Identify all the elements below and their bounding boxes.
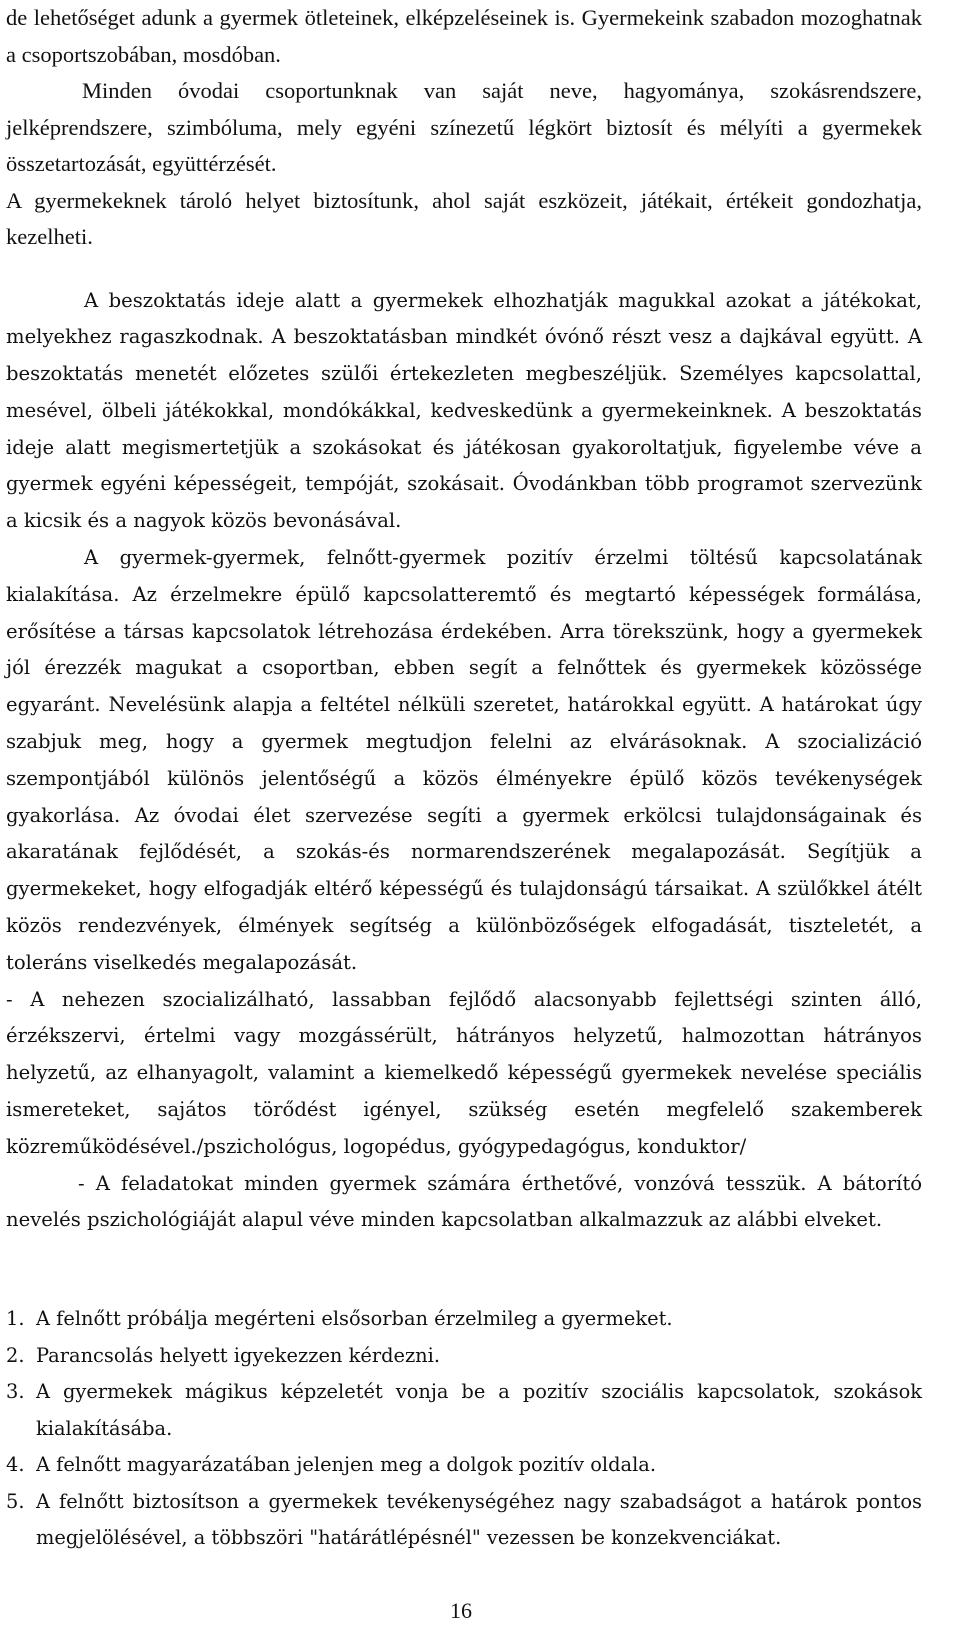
list-item-number: 4. <box>6 1453 25 1477</box>
list-item-text: A felnőtt magyarázatában jelenjen meg a dolgok pozitív oldala. <box>36 1453 657 1477</box>
list-item <box>6 1301 922 1338</box>
list-item <box>6 1447 922 1484</box>
paragraph-special-needs: - A nehezen szocializálható, lassabban fejlődő alacsonyabb fejlettségi szinten álló, érzékszervi, értelmi vagy mozgássérült, hátrányos helyzetű, halmozottan hátrányos helyzetű, az elhanyagolt, valamint a kiemelkedő képességű gyermekek nevelése speciális ismereteket, sajátos törődést igényel, szükség esetén megfelelő szakemberek közreműködésével./pszichológus, logopédus, gyógypedagógus, konduktor/ <box>6 987 922 1158</box>
section-intro <box>6 0 922 256</box>
list-item-number: 3. <box>6 1380 25 1404</box>
list-item <box>6 1374 922 1447</box>
list-item-text: A gyermekek mágikus képzeletét vonja be a pozitív szociális kapcsolatok, szokások kialakításába. <box>36 1380 922 1440</box>
paragraph-settling-in: A beszoktatás ideje alatt a gyermekek elhozhatják magukkal azokat a játékokat, melyekhez ragaszkodnak. A beszoktatásban mindkét óvónő részt vesz a dajkával együtt. A beszoktatás menetét előzetes szülői értekezleten megbeszéljük. Személyes kapcsolattal, mesével, ölbeli játékokkal, mondókákkal, kedveskedünk a gyermekeinknek. A beszoktatás ideje alatt megismertetjük a szokásokat és játékosan gyakoroltatjuk, figyelembe véve a gyermek egyéni képességeit, tempóját, szokásait. Óvodánkban több programot szervezünk a kicsik és a nagyok közös bevonásával. <box>6 288 922 533</box>
page-number: 16 <box>450 1598 472 1623</box>
list-item <box>6 1338 922 1375</box>
section-settling-in <box>6 283 922 1240</box>
paragraph-encouraging-education: - A feladatokat minden gyermek számára érthetővé, vonzóvá tesszük. A bátorító nevelés pszichológiáját alapul véve minden kapcsolatban alkalmazzuk az alábbi elveket. <box>6 1171 922 1232</box>
principles-list <box>6 1301 922 1557</box>
list-item <box>6 1484 922 1557</box>
paragraph-storage-space: A gyermekeknek tároló helyet biztosítunk, ahol saját eszközeit, játékait, értékeit gondozhatja, kezelheti. <box>6 187 922 249</box>
paragraph-free-movement: de lehetőséget adunk a gyermek ötleteinek, elképzeléseinek is. Gyermekeink szabadon mozoghatnak a csoportszobában, mosdóban. <box>6 5 922 67</box>
list-item-text: Parancsolás helyett igyekezzen kérdezni. <box>36 1343 441 1367</box>
list-item-text: A felnőtt biztosítson a gyermekek tevékenységéhez nagy szabadságot a határok pontos megjelölésével, a többszöri "határátlépésnél" vezessen be konzekvenciákat. <box>36 1489 922 1550</box>
list-item-number: 1. <box>6 1307 25 1331</box>
list-item-number: 5. <box>6 1489 25 1513</box>
paragraph-relationships: A gyermek-gyermek, felnőtt-gyermek pozitív érzelmi töltésű kapcsolatának kialakítása. Az érzelmekre épülő kapcsolatteremtő és megtartó képességek formálása, erősítése a társas kapcsolatok létrehozása érdekében. Arra törekszünk, hogy a gyermekek jól érezzék magukat a csoportban, ebben segít a felnőttek és gyermekek közössége egyaránt. Nevelésünk alapja a feltétel nélküli szeretet, határokkal együtt. A határokat úgy szabjuk meg, hogy a gyermek megtudjon felelni az elvárásoknak. A szocializáció szempontjából különös jelentőségű a közös élményekre épülő közös tevékenységek gyakorlása. Az óvodai élet szervezése segíti a gyermek erkölcsi tulajdonságainak és akaratának fejlődését, a szokás-és normarendszerének megalapozását. Segítjük a gyermekeket, hogy elfogadják eltérő képességű és tulajdonságú társaikat. A szülőkkel átélt közös rendezvények, élmények segítség a különbözőségek elfogadását, tiszteletét, a toleráns viselkedés megalapozását. <box>6 546 922 974</box>
list-item-number: 2. <box>6 1343 25 1367</box>
paragraph-group-traditions: Minden óvodai csoportunknak van saját neve, hagyománya, szokásrendszere, jelképrendszere, szimbóluma, mely egyéni színezetű légkört biztosít és mélyíti a gyermekek összetartozását, együttérzését. <box>6 78 922 176</box>
list-item-text: A felnőtt próbálja megérteni elsősorban érzelmileg a gyermeket. <box>36 1307 673 1331</box>
